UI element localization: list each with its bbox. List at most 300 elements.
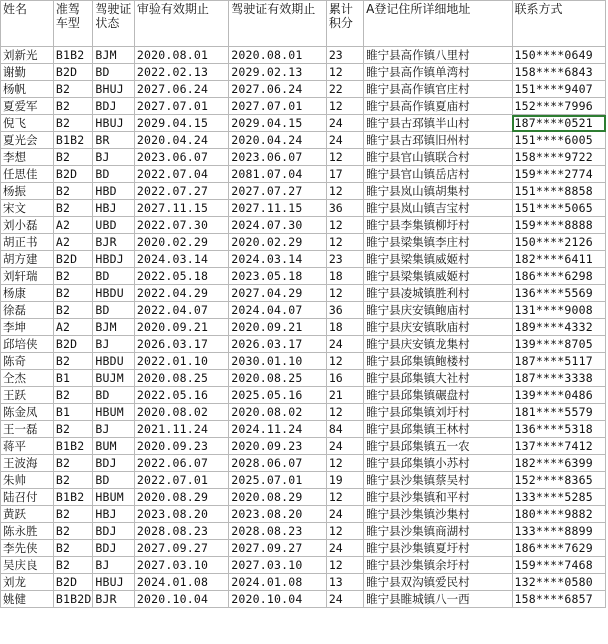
table-row [1, 217, 606, 234]
points-cell[interactable]: 12 [326, 234, 363, 251]
points-cell[interactable]: 12 [326, 149, 363, 166]
phone-cell[interactable]: 159****2774 [512, 166, 605, 183]
table-row [1, 540, 606, 557]
name-cell[interactable]: 杨帆 [1, 81, 54, 98]
name-cell[interactable]: 吴庆良 [1, 557, 54, 574]
points-cell[interactable]: 12 [326, 523, 363, 540]
license-expiry-cell[interactable]: 2028.06.07 [229, 455, 327, 472]
phone-cell[interactable]: 186****7629 [512, 540, 605, 557]
license-class-cell[interactable]: B2 [53, 268, 92, 285]
name-cell[interactable]: 杨振 [1, 183, 54, 200]
license-class-cell[interactable]: B2 [53, 200, 92, 217]
points-cell[interactable]: 16 [326, 370, 363, 387]
license-class-cell[interactable]: B1B2 [53, 47, 92, 64]
license-expiry-cell[interactable]: 2024.01.08 [229, 574, 327, 591]
points-cell[interactable]: 12 [326, 64, 363, 81]
address-cell[interactable]: 睢宁县官山镇联合村 [364, 149, 512, 166]
address-cell[interactable]: 睢宁县梁集镇李庄村 [364, 234, 512, 251]
inspection-expiry-cell[interactable]: 2022.04.07 [134, 302, 228, 319]
license-expiry-cell[interactable]: 2025.07.01 [229, 472, 327, 489]
points-cell[interactable]: 36 [326, 302, 363, 319]
inspection-expiry-cell[interactable]: 2020.08.02 [134, 404, 228, 421]
license-status-cell[interactable]: BJR [93, 591, 135, 608]
license-expiry-cell[interactable]: 2027.09.27 [229, 540, 327, 557]
license-expiry-cell[interactable]: 2025.05.16 [229, 387, 327, 404]
table-row [1, 506, 606, 523]
phone-cell[interactable]: 136****5569 [512, 285, 605, 302]
license-expiry-cell[interactable]: 2081.07.04 [229, 166, 327, 183]
inspection-expiry-cell[interactable]: 2020.08.29 [134, 489, 228, 506]
license-expiry-cell[interactable]: 2029.04.15 [229, 115, 327, 132]
phone-cell[interactable]: 186****6298 [512, 268, 605, 285]
license-status-cell[interactable]: HBUJ [93, 574, 135, 591]
license-class-cell[interactable]: B2 [53, 421, 92, 438]
license-expiry-cell[interactable]: 2027.03.10 [229, 557, 327, 574]
name-cell[interactable]: 夏光会 [1, 132, 54, 149]
inspection-expiry-cell[interactable]: 2022.01.10 [134, 353, 228, 370]
name-cell[interactable]: 王跃 [1, 387, 54, 404]
license-status-cell[interactable]: BD [93, 64, 135, 81]
table-row [1, 115, 606, 132]
address-cell[interactable]: 睢宁县邱集镇碾盘村 [364, 387, 512, 404]
license-expiry-cell[interactable]: 2027.06.24 [229, 81, 327, 98]
address-cell[interactable]: 睢宁县庆安镇龙集村 [364, 336, 512, 353]
license-class-cell[interactable]: A2 [53, 319, 92, 336]
phone-cell[interactable]: 133****8899 [512, 523, 605, 540]
name-cell[interactable]: 陈永胜 [1, 523, 54, 540]
header-row [1, 1, 606, 47]
license-class-cell[interactable]: B2D [53, 64, 92, 81]
points-cell[interactable]: 23 [326, 47, 363, 64]
license-expiry-cell[interactable]: 2027.07.01 [229, 98, 327, 115]
license-class-cell[interactable]: B2 [53, 183, 92, 200]
license-status-cell[interactable]: BJ [93, 336, 135, 353]
license-expiry-cell[interactable]: 2027.07.27 [229, 183, 327, 200]
license-status-cell[interactable]: BD [93, 472, 135, 489]
name-cell[interactable]: 倪飞 [1, 115, 54, 132]
inspection-expiry-cell[interactable]: 2023.06.07 [134, 149, 228, 166]
license-expiry-cell[interactable]: 2020.09.21 [229, 319, 327, 336]
table-row [1, 557, 606, 574]
license-status-cell[interactable]: BD [93, 166, 135, 183]
license-status-cell[interactable]: UBD [93, 217, 135, 234]
license-class-cell[interactable]: B2 [53, 523, 92, 540]
name-cell[interactable]: 李坤 [1, 319, 54, 336]
header-contact[interactable]: 联系方式 [512, 1, 605, 47]
phone-cell[interactable]: 132****0580 [512, 574, 605, 591]
license-status-cell[interactable]: HBUM [93, 489, 135, 506]
license-status-cell[interactable]: BUM [93, 438, 135, 455]
license-class-cell[interactable]: B2 [53, 81, 92, 98]
points-cell[interactable]: 12 [326, 285, 363, 302]
license-expiry-cell[interactable]: 2026.03.17 [229, 336, 327, 353]
license-expiry-cell[interactable]: 2027.04.29 [229, 285, 327, 302]
points-cell[interactable]: 13 [326, 574, 363, 591]
license-expiry-cell[interactable]: 2023.06.07 [229, 149, 327, 166]
license-expiry-cell[interactable]: 2020.08.01 [229, 47, 327, 64]
inspection-expiry-cell[interactable]: 2020.08.25 [134, 370, 228, 387]
name-cell[interactable]: 姚健 [1, 591, 54, 608]
inspection-expiry-cell[interactable]: 2022.07.27 [134, 183, 228, 200]
address-cell[interactable]: 睢宁县邱集镇大社村 [364, 370, 512, 387]
inspection-expiry-cell[interactable]: 2024.03.14 [134, 251, 228, 268]
points-cell[interactable]: 24 [326, 540, 363, 557]
points-cell[interactable]: 12 [326, 489, 363, 506]
license-status-cell[interactable]: BJ [93, 149, 135, 166]
name-cell[interactable]: 胡方建 [1, 251, 54, 268]
phone-cell[interactable]: 182****6411 [512, 251, 605, 268]
license-expiry-cell[interactable]: 2024.03.14 [229, 251, 327, 268]
inspection-expiry-cell[interactable]: 2026.03.17 [134, 336, 228, 353]
name-cell[interactable]: 宋文 [1, 200, 54, 217]
points-cell[interactable]: 84 [326, 421, 363, 438]
table-row [1, 268, 606, 285]
header-points[interactable]: 累计积分 [326, 1, 363, 47]
license-class-cell[interactable]: B2 [53, 98, 92, 115]
license-class-cell[interactable]: B2D [53, 574, 92, 591]
header-license-status[interactable]: 驾驶证状态 [93, 1, 135, 47]
address-cell[interactable]: 睢宁县凌城镇胜利村 [364, 285, 512, 302]
license-class-cell[interactable]: B1 [53, 404, 92, 421]
table-row [1, 234, 606, 251]
address-cell[interactable]: 睢宁县高作镇八里村 [364, 47, 512, 64]
points-cell[interactable]: 18 [326, 319, 363, 336]
phone-cell[interactable]: 152****7996 [512, 98, 605, 115]
license-status-cell[interactable]: HBDU [93, 353, 135, 370]
license-status-cell[interactable]: BD [93, 302, 135, 319]
table-row [1, 455, 606, 472]
inspection-expiry-cell[interactable]: 2020.02.29 [134, 234, 228, 251]
table-row [1, 98, 606, 115]
inspection-expiry-cell[interactable]: 2027.11.15 [134, 200, 228, 217]
license-class-cell[interactable]: B2 [53, 353, 92, 370]
phone-cell[interactable]: 159****8888 [512, 217, 605, 234]
license-expiry-cell[interactable]: 2028.08.23 [229, 523, 327, 540]
license-status-cell[interactable]: HBDJ [93, 251, 135, 268]
points-cell[interactable]: 12 [326, 353, 363, 370]
header-name[interactable]: 姓名 [1, 1, 54, 47]
name-cell[interactable]: 王一磊 [1, 421, 54, 438]
header-inspection-expiry[interactable]: 审验有效期止 [134, 1, 228, 47]
address-cell[interactable]: 睢宁县官山镇岳店村 [364, 166, 512, 183]
address-cell[interactable]: 睢宁县高作镇单湾村 [364, 64, 512, 81]
license-class-cell[interactable]: B2 [53, 285, 92, 302]
inspection-expiry-cell[interactable]: 2022.05.16 [134, 387, 228, 404]
address-cell[interactable]: 睢宁县沙集镇蔡吴村 [364, 472, 512, 489]
license-class-cell[interactable]: A2 [53, 234, 92, 251]
address-cell[interactable]: 睢宁县邱集镇鲍楼村 [364, 353, 512, 370]
address-cell[interactable]: 睢宁县庆安镇耿庙村 [364, 319, 512, 336]
table-row [1, 132, 606, 149]
phone-cell[interactable]: 182****6399 [512, 455, 605, 472]
header-license-class[interactable]: 准驾车型 [53, 1, 92, 47]
points-cell[interactable]: 36 [326, 200, 363, 217]
name-cell[interactable]: 王波海 [1, 455, 54, 472]
license-class-cell[interactable]: B2 [53, 557, 92, 574]
table-row [1, 47, 606, 64]
name-cell[interactable]: 邱培侠 [1, 336, 54, 353]
license-status-cell[interactable]: BDJ [93, 98, 135, 115]
table-row [1, 302, 606, 319]
license-expiry-cell[interactable]: 2024.11.24 [229, 421, 327, 438]
address-cell[interactable]: 睢宁县沙集镇和平村 [364, 489, 512, 506]
inspection-expiry-cell[interactable]: 2022.07.01 [134, 472, 228, 489]
license-class-cell[interactable]: B1B2D [53, 591, 92, 608]
phone-cell[interactable]: 133****5285 [512, 489, 605, 506]
points-cell[interactable]: 24 [326, 591, 363, 608]
license-expiry-cell[interactable]: 2029.02.13 [229, 64, 327, 81]
license-status-cell[interactable]: BJ [93, 557, 135, 574]
name-cell[interactable]: 陈金凤 [1, 404, 54, 421]
phone-cell[interactable]: 158****6857 [512, 591, 605, 608]
address-cell[interactable]: 睢宁县沙集镇余圩村 [364, 557, 512, 574]
inspection-expiry-cell[interactable]: 2027.06.24 [134, 81, 228, 98]
name-cell[interactable]: 刘新光 [1, 47, 54, 64]
inspection-expiry-cell[interactable]: 2022.04.29 [134, 285, 228, 302]
table-row [1, 81, 606, 98]
header-license-expiry[interactable]: 驾驶证有效期止 [229, 1, 327, 47]
phone-cell[interactable]: 151****6005 [512, 132, 605, 149]
address-cell[interactable]: 睢宁县古邳镇旧州村 [364, 132, 512, 149]
points-cell[interactable]: 12 [326, 455, 363, 472]
license-expiry-cell[interactable]: 2020.04.24 [229, 132, 327, 149]
table-row [1, 591, 606, 608]
phone-cell[interactable]: 180****9882 [512, 506, 605, 523]
license-class-cell[interactable]: B2 [53, 149, 92, 166]
license-class-cell[interactable]: B2D [53, 166, 92, 183]
points-cell[interactable]: 12 [326, 404, 363, 421]
address-cell[interactable]: 睢宁县高作镇夏庙村 [364, 98, 512, 115]
inspection-expiry-cell[interactable]: 2022.07.04 [134, 166, 228, 183]
license-status-cell[interactable]: BJM [93, 47, 135, 64]
license-expiry-cell[interactable]: 2023.05.18 [229, 268, 327, 285]
license-class-cell[interactable]: B2 [53, 302, 92, 319]
inspection-expiry-cell[interactable]: 2020.04.24 [134, 132, 228, 149]
inspection-expiry-cell[interactable]: 2023.08.20 [134, 506, 228, 523]
points-cell[interactable]: 24 [326, 132, 363, 149]
table-row [1, 404, 606, 421]
inspection-expiry-cell[interactable]: 2020.10.04 [134, 591, 228, 608]
name-cell[interactable]: 杨康 [1, 285, 54, 302]
license-expiry-cell[interactable]: 2020.08.29 [229, 489, 327, 506]
points-cell[interactable]: 12 [326, 183, 363, 200]
license-status-cell[interactable]: BJM [93, 319, 135, 336]
license-status-cell[interactable]: BDJ [93, 540, 135, 557]
inspection-expiry-cell[interactable]: 2022.02.13 [134, 64, 228, 81]
points-cell[interactable]: 12 [326, 98, 363, 115]
license-class-cell[interactable]: B1B2 [53, 438, 92, 455]
points-cell[interactable]: 19 [326, 472, 363, 489]
table-row [1, 285, 606, 302]
table-row [1, 183, 606, 200]
name-cell[interactable]: 夏爱军 [1, 98, 54, 115]
license-status-cell[interactable]: BR [93, 132, 135, 149]
license-expiry-cell[interactable]: 2023.08.20 [229, 506, 327, 523]
license-status-cell[interactable]: BDJ [93, 523, 135, 540]
address-cell[interactable]: 睢宁县沙集镇沙集村 [364, 506, 512, 523]
license-status-cell[interactable]: HBDU [93, 285, 135, 302]
phone-cell[interactable]: 150****2126 [512, 234, 605, 251]
name-cell[interactable]: 胡正书 [1, 234, 54, 251]
name-cell[interactable]: 陆召付 [1, 489, 54, 506]
license-class-cell[interactable]: B2 [53, 540, 92, 557]
name-cell[interactable]: 徐磊 [1, 302, 54, 319]
address-cell[interactable]: 睢宁县沙集镇商湖村 [364, 523, 512, 540]
phone-cell[interactable]: 158****6843 [512, 64, 605, 81]
inspection-expiry-cell[interactable]: 2020.08.01 [134, 47, 228, 64]
license-expiry-cell[interactable]: 2020.09.23 [229, 438, 327, 455]
points-cell[interactable]: 24 [326, 438, 363, 455]
phone-cell[interactable]: 158****9722 [512, 149, 605, 166]
inspection-expiry-cell[interactable]: 2024.01.08 [134, 574, 228, 591]
phone-cell[interactable]: 181****5579 [512, 404, 605, 421]
license-expiry-cell[interactable]: 2020.08.25 [229, 370, 327, 387]
address-cell[interactable]: 睢宁县沙集镇夏圩村 [364, 540, 512, 557]
inspection-expiry-cell[interactable]: 2027.03.10 [134, 557, 228, 574]
license-class-cell[interactable]: B2 [53, 387, 92, 404]
name-cell[interactable]: 刘轩瑞 [1, 268, 54, 285]
license-status-cell[interactable]: BD [93, 387, 135, 404]
table-row [1, 370, 606, 387]
phone-cell[interactable]: 137****7412 [512, 438, 605, 455]
address-cell[interactable]: 睢宁县古邳镇半山村 [364, 115, 512, 132]
address-cell[interactable]: 睢宁县邱集镇小苏村 [364, 455, 512, 472]
points-cell[interactable]: 24 [326, 115, 363, 132]
license-class-cell[interactable]: B2 [53, 472, 92, 489]
license-class-cell[interactable]: B2 [53, 455, 92, 472]
table-row [1, 319, 606, 336]
table-row [1, 574, 606, 591]
license-status-cell[interactable]: BHUJ [93, 81, 135, 98]
phone-cell[interactable]: 139****0486 [512, 387, 605, 404]
address-cell[interactable]: 睢宁县庆安镇鲍庙村 [364, 302, 512, 319]
address-cell[interactable]: 睢宁县邱集镇五一农 [364, 438, 512, 455]
points-cell[interactable]: 12 [326, 557, 363, 574]
phone-cell[interactable]: 139****8705 [512, 336, 605, 353]
inspection-expiry-cell[interactable]: 2020.09.23 [134, 438, 228, 455]
inspection-expiry-cell[interactable]: 2022.05.18 [134, 268, 228, 285]
address-cell[interactable]: 睢宁县双沟镇爱民村 [364, 574, 512, 591]
inspection-expiry-cell[interactable]: 2028.08.23 [134, 523, 228, 540]
inspection-expiry-cell[interactable]: 2027.09.27 [134, 540, 228, 557]
phone-cell[interactable]: 152****8365 [512, 472, 605, 489]
points-cell[interactable]: 21 [326, 387, 363, 404]
phone-cell[interactable]: 189****4332 [512, 319, 605, 336]
license-expiry-cell[interactable]: 2020.08.02 [229, 404, 327, 421]
license-class-cell[interactable]: B1B2 [53, 489, 92, 506]
name-cell[interactable]: 黄跃 [1, 506, 54, 523]
license-status-cell[interactable]: BJR [93, 234, 135, 251]
address-cell[interactable]: 睢宁县梁集镇威姬村 [364, 251, 512, 268]
license-class-cell[interactable]: B2 [53, 115, 92, 132]
license-status-cell[interactable]: HBUJ [93, 115, 135, 132]
license-status-cell[interactable]: BD [93, 268, 135, 285]
phone-cell[interactable]: 150****0649 [512, 47, 605, 64]
license-status-cell[interactable]: BUJM [93, 370, 135, 387]
header-address[interactable]: A登记住所详细地址 [364, 1, 512, 47]
license-status-cell[interactable]: HBJ [93, 506, 135, 523]
address-cell[interactable]: 睢宁县睢城镇八一西 [364, 591, 512, 608]
name-cell[interactable]: 刘龙 [1, 574, 54, 591]
table-row [1, 251, 606, 268]
phone-cell[interactable]: 187****0521 [512, 115, 605, 132]
table-row [1, 387, 606, 404]
name-cell[interactable]: 谢勤 [1, 64, 54, 81]
license-expiry-cell[interactable]: 2027.11.15 [229, 200, 327, 217]
license-expiry-cell[interactable]: 2020.02.29 [229, 234, 327, 251]
license-expiry-cell[interactable]: 2024.04.07 [229, 302, 327, 319]
phone-cell[interactable]: 151****9407 [512, 81, 605, 98]
phone-cell[interactable]: 151****5065 [512, 200, 605, 217]
address-cell[interactable]: 睢宁县梁集镇威姬村 [364, 268, 512, 285]
license-class-cell[interactable]: B2D [53, 251, 92, 268]
license-status-cell[interactable]: HBJ [93, 200, 135, 217]
name-cell[interactable]: 陈奇 [1, 353, 54, 370]
points-cell[interactable]: 12 [326, 217, 363, 234]
points-cell[interactable]: 23 [326, 251, 363, 268]
points-cell[interactable]: 18 [326, 268, 363, 285]
phone-cell[interactable]: 187****3338 [512, 370, 605, 387]
name-cell[interactable]: 李先侠 [1, 540, 54, 557]
license-expiry-cell[interactable]: 2024.07.30 [229, 217, 327, 234]
phone-cell[interactable]: 136****5318 [512, 421, 605, 438]
table-row [1, 438, 606, 455]
license-class-cell[interactable]: A2 [53, 217, 92, 234]
inspection-expiry-cell[interactable]: 2022.07.30 [134, 217, 228, 234]
license-status-cell[interactable]: HBD [93, 183, 135, 200]
name-cell[interactable]: 李想 [1, 149, 54, 166]
address-cell[interactable]: 睢宁县李集镇柳圩村 [364, 217, 512, 234]
inspection-expiry-cell[interactable]: 2029.04.15 [134, 115, 228, 132]
license-expiry-cell[interactable]: 2030.01.10 [229, 353, 327, 370]
address-cell[interactable]: 睢宁县高作镇官庄村 [364, 81, 512, 98]
license-class-cell[interactable]: B1 [53, 370, 92, 387]
phone-cell[interactable]: 187****5117 [512, 353, 605, 370]
license-status-cell[interactable]: BDJ [93, 455, 135, 472]
inspection-expiry-cell[interactable]: 2021.11.24 [134, 421, 228, 438]
table-row [1, 472, 606, 489]
points-cell[interactable]: 22 [326, 81, 363, 98]
address-cell[interactable]: 睢宁县岚山镇胡集村 [364, 183, 512, 200]
license-status-cell[interactable]: HBUM [93, 404, 135, 421]
license-class-cell[interactable]: B1B2 [53, 132, 92, 149]
name-cell[interactable]: 朱帅 [1, 472, 54, 489]
address-cell[interactable]: 睢宁县邱集镇王林村 [364, 421, 512, 438]
name-cell[interactable]: 任思佳 [1, 166, 54, 183]
inspection-expiry-cell[interactable]: 2027.07.01 [134, 98, 228, 115]
points-cell[interactable]: 24 [326, 336, 363, 353]
address-cell[interactable]: 睢宁县邱集镇刘圩村 [364, 404, 512, 421]
inspection-expiry-cell[interactable]: 2020.09.21 [134, 319, 228, 336]
table-row [1, 489, 606, 506]
points-cell[interactable]: 17 [326, 166, 363, 183]
license-class-cell[interactable]: B2 [53, 506, 92, 523]
points-cell[interactable]: 24 [326, 506, 363, 523]
phone-cell[interactable]: 131****9008 [512, 302, 605, 319]
name-cell[interactable]: 仝杰 [1, 370, 54, 387]
phone-cell[interactable]: 151****8858 [512, 183, 605, 200]
name-cell[interactable]: 蒋平 [1, 438, 54, 455]
inspection-expiry-cell[interactable]: 2022.06.07 [134, 455, 228, 472]
license-status-cell[interactable]: BJ [93, 421, 135, 438]
address-cell[interactable]: 睢宁县岚山镇吉宝村 [364, 200, 512, 217]
table-row [1, 336, 606, 353]
license-class-cell[interactable]: B2D [53, 336, 92, 353]
table-row [1, 166, 606, 183]
phone-cell[interactable]: 159****7468 [512, 557, 605, 574]
name-cell[interactable]: 刘小磊 [1, 217, 54, 234]
license-expiry-cell[interactable]: 2020.10.04 [229, 591, 327, 608]
